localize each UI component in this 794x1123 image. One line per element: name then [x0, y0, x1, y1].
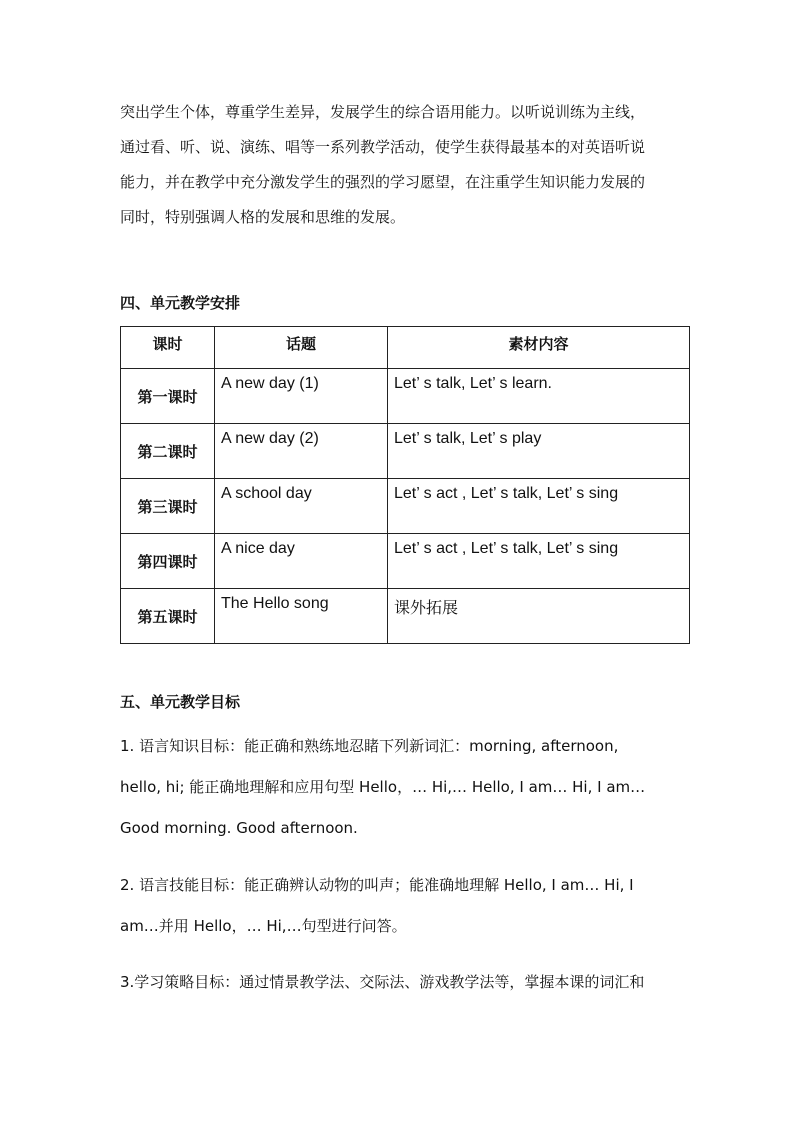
language-skill-goal [120, 865, 690, 947]
lesson-schedule-table [120, 326, 690, 644]
intro-line: 突出学生个体，尊重学生差异，发展学生的综合语用能力。以听说训练为主线， [120, 103, 646, 121]
column-header-lesson: 课时 [121, 327, 215, 369]
column-header-material: 素材内容 [388, 327, 690, 369]
material-cell: Let’ s act , Let’ s talk, Let’ s sing [388, 479, 690, 534]
table-row [121, 534, 690, 589]
topic-cell: A school day [215, 479, 388, 534]
table-row [121, 369, 690, 424]
intro-paragraph [120, 95, 690, 235]
goal-line: hello, hi; 能正确地理解和应用句型 Hello，… Hi,… Hello, I am… Hi, I am… [120, 778, 646, 796]
lesson-cell: 第四课时 [121, 534, 215, 589]
lesson-cell: 第二课时 [121, 424, 215, 479]
goal-line: 3.学习策略目标：通过情景教学法、交际法、游戏教学法等，掌握本课的词汇和 [120, 973, 645, 991]
topic-cell: The Hello song [215, 589, 388, 644]
table-header-row [121, 327, 690, 369]
column-header-topic: 话题 [215, 327, 388, 369]
topic-cell: A new day (1) [215, 369, 388, 424]
lesson-cell: 第一课时 [121, 369, 215, 424]
material-cell: Let’ s act , Let’ s talk, Let’ s sing [388, 534, 690, 589]
table-row [121, 589, 690, 644]
goal-line: 1. 语言知识目标：能正确和熟练地忍睹下列新词汇：morning, afternoon, [120, 737, 619, 755]
topic-cell: A nice day [215, 534, 388, 589]
material-cell: 课外拓展 [388, 589, 690, 644]
intro-line: 通过看、听、说、演练、唱等一系列教学活动，使学生获得最基本的对英语听说 [120, 138, 646, 156]
section-heading-unit-goals: 五、单元教学目标 [120, 693, 241, 711]
goal-line: am…并用 Hello，… Hi,…句型进行问答。 [120, 917, 407, 935]
goal-line: 2. 语言技能目标：能正确辨认动物的叫声；能准确地理解 Hello, I am… Hi, I [120, 876, 634, 894]
lesson-cell: 第三课时 [121, 479, 215, 534]
topic-cell: A new day (2) [215, 424, 388, 479]
material-cell: Let’ s talk, Let’ s learn. [388, 369, 690, 424]
table-row [121, 479, 690, 534]
intro-line: 同时，特别强调人格的发展和思维的发展。 [120, 208, 406, 226]
material-cell: Let’ s talk, Let’ s play [388, 424, 690, 479]
table-row [121, 424, 690, 479]
intro-line: 能力，并在教学中充分激发学生的强烈的学习愿望，在注重学生知识能力发展的 [120, 173, 646, 191]
lesson-cell: 第五课时 [121, 589, 215, 644]
language-knowledge-goal [120, 726, 690, 849]
learning-strategy-goal [120, 962, 690, 1003]
goal-line: Good morning. Good afternoon. [120, 819, 358, 837]
section-heading-unit-schedule: 四、单元教学安排 [120, 294, 241, 312]
